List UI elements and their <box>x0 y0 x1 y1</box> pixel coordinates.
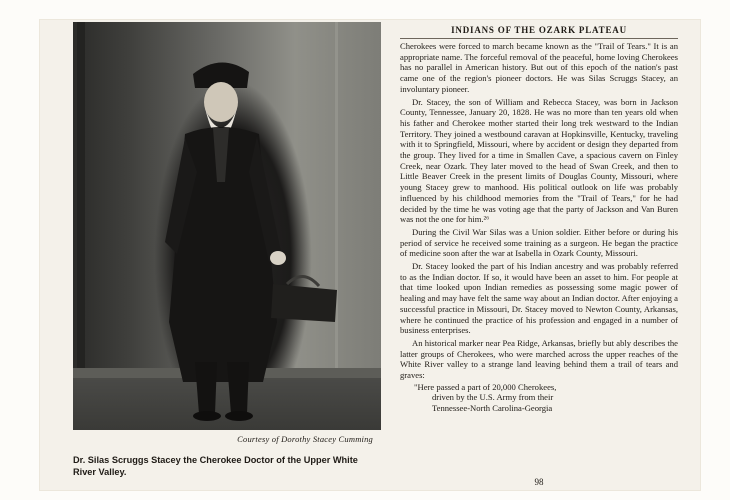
paragraph: Dr. Stacey looked the part of his Indian ancestry and was probably referred to as the Indian doctor. If so, it would have been an asset to him. For people at that time looked upon Indian remedies as possessing some magic power of healing and may have felt the same way about an Indian doctor. After enjoying a successful practice in Missouri, Dr. Stacey moved to Newton County, Arkansas, where he continued the practice of his profession and engaged in a number of business enterprises. <box>400 261 678 336</box>
book-spread <box>40 20 700 490</box>
portrait-photo <box>73 22 381 430</box>
running-head: INDIANS OF THE OZARK PLATEAU <box>400 25 678 39</box>
quote-line: driven by the U.S. Army from their <box>432 392 554 403</box>
quote-line: Tennessee-North Carolina-Georgia <box>432 402 553 413</box>
quote-line: "Here passed a part of 20,000 Cherokees, <box>414 381 557 392</box>
page-number: 98 <box>534 477 544 487</box>
marker-quote <box>414 382 678 414</box>
photo-credit: Courtesy of Dorothy Stacey Cumming <box>237 434 373 444</box>
doctor-figure <box>73 22 381 430</box>
paragraph: Dr. Stacey, the son of William and Rebecca Stacey, was born in Jackson County, Tennessee, January 20, 1828. He was no more than ten years old when his father and Cherokee mother started their long trek westward to the Indian Territory. They joined a westbound caravan at Hopkinsville, Kentucky, traveling with it to Springfield, Missouri, where by accident or design they departed from the group. They lived for a time in Smallen Cave, a spacious cavern on Finley Creek, near Ozark. They later moved to the head of Swan Creek, and then to Little Beaver Creek in the present limits of Douglas County, Missouri, where young Stacey grew to manhood. His political outlook on life was probably influenced by his childhood memories from the "Trail of Tears," for he had decided by the time he was voting age that the party of Jackson and Van Buren was not the one for him.²⁶ <box>400 96 678 225</box>
body-text <box>400 41 678 381</box>
photo-caption: Dr. Silas Scruggs Stacey the Cherokee Doctor of the Upper White River Valley. <box>73 455 358 477</box>
right-page <box>400 25 678 485</box>
left-page <box>73 22 381 490</box>
paragraph: During the Civil War Silas was a Union soldier. Either before or during his period of service he received some training as a surgeon. He began the practice of medicine soon after the war at Isabella in Ozark County, Missouri. <box>400 226 678 259</box>
paragraph: An historical marker near Pea Ridge, Arkansas, briefly but ably describes the latter groups of Cherokees, who were marched across the upper reaches of the White River valley to a strange land leaving behind them a trail of tears and graves: <box>400 337 678 381</box>
paragraph: Cherokees were forced to march became known as the "Trail of Tears." It is an appropriate name. The forceful removal of the peaceful, home loving Cherokees has no parallel in American history. But out of this epoch of the nation's past came one of the region's pioneer doctors. He was Silas Scruggs Stacey, an involuntary pioneer. <box>400 41 678 94</box>
